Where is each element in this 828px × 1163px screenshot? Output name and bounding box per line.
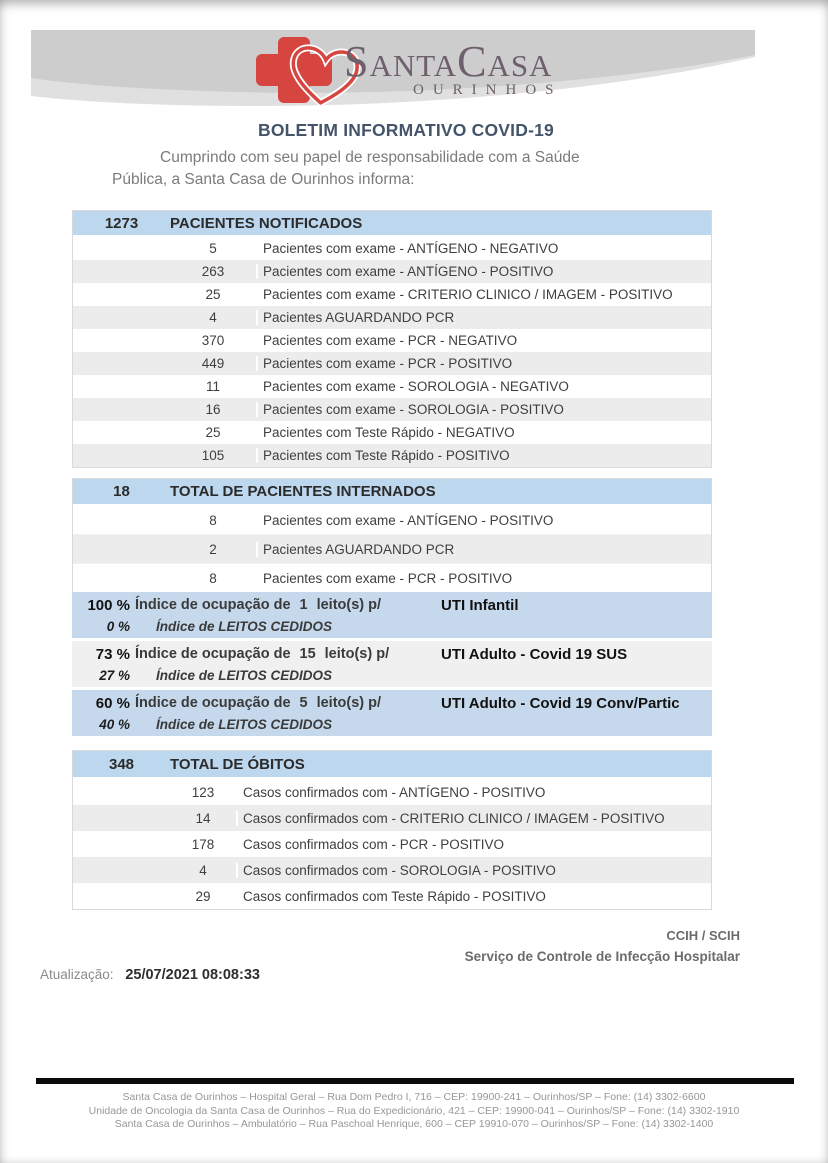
row-value: 4	[199, 862, 207, 878]
row-value: 178	[191, 836, 215, 852]
row-label: Casos confirmados com - SOROLOGIA - POSITIVO	[236, 863, 711, 878]
table-row	[73, 883, 711, 909]
ceded-label: Índice de LEITOS CEDIDOS	[156, 619, 333, 634]
table-row	[73, 283, 711, 306]
row-label: Pacientes com exame - PCR - NEGATIVO	[256, 333, 711, 348]
row-label: Casos confirmados com - ANTÍGENO - POSITIVO	[236, 785, 711, 800]
row-value: 105	[201, 448, 225, 463]
update-label: Atualização:	[40, 967, 114, 982]
logo-city-label: OURINHOS	[413, 82, 563, 98]
occupancy-row	[72, 641, 712, 687]
interned-header-row	[73, 479, 711, 506]
notified-table	[72, 210, 712, 468]
table-row	[73, 779, 711, 805]
row-value: 11	[205, 379, 220, 394]
table-row	[73, 857, 711, 883]
ceded-pct: 27 %	[99, 668, 130, 683]
update-value: 25/07/2021 08:08:33	[125, 967, 260, 983]
row-value: 5	[209, 241, 217, 256]
intro-line-2: Pública, a Santa Casa de Ourinhos informa:	[112, 171, 415, 188]
ceded-label: Índice de LEITOS CEDIDOS	[156, 717, 333, 732]
table-row	[73, 398, 711, 421]
occupancy-section	[72, 592, 712, 739]
signature-block	[465, 928, 740, 964]
occupied-pct: 100 %	[87, 596, 130, 614]
row-label: Casos confirmados com - CRITERIO CLINICO / IMAGEM - POSITIVO	[236, 811, 711, 826]
beds-count: 5	[299, 695, 308, 711]
table-row	[73, 306, 711, 329]
footer-addresses	[0, 1091, 828, 1132]
occupancy-label-prefix: Índice de ocupação de	[135, 695, 291, 711]
row-label: Casos confirmados com Teste Rápido - POSITIVO	[236, 889, 711, 904]
row-value: 25	[205, 425, 221, 440]
row-value: 8	[209, 570, 217, 586]
occupied-pct: 60 %	[95, 694, 130, 712]
occupancy-row	[72, 690, 712, 736]
table-row	[73, 352, 711, 375]
deaths-header-row	[73, 751, 711, 779]
ceded-label: Índice de LEITOS CEDIDOS	[156, 668, 333, 683]
occupancy-label-prefix: Índice de ocupação de	[135, 597, 291, 613]
beds-count: 1	[299, 597, 308, 613]
signature-unit: CCIH / SCIH	[666, 928, 740, 943]
table-row	[73, 260, 711, 283]
notified-title: PACIENTES NOTIFICADOS	[170, 214, 363, 232]
interned-total: 18	[113, 483, 130, 500]
ceded-pct: 0 %	[106, 619, 130, 634]
address-line: Santa Casa de Ourinhos – Hospital Geral – Rua Dom Pedro I, 716 – CEP: 19900-241 – Ourinhos/SP – Fone: (14) 3302-6600	[122, 1091, 706, 1103]
row-label: Pacientes com exame - PCR - POSITIVO	[256, 356, 711, 371]
row-value: 2	[209, 541, 217, 557]
table-row	[73, 831, 711, 857]
occupancy-label-prefix: Índice de ocupação de	[135, 646, 291, 662]
occupied-pct: 73 %	[95, 645, 130, 663]
row-value: 29	[195, 888, 211, 904]
update-line	[40, 967, 260, 983]
table-row	[73, 421, 711, 444]
occupancy-label-suffix: leito(s) p/	[324, 646, 390, 662]
table-row	[73, 444, 711, 467]
row-value: 449	[201, 356, 225, 371]
table-row	[73, 506, 711, 535]
row-label: Pacientes com exame - SOROLOGIA - NEGATIVO	[256, 379, 711, 394]
table-row	[73, 375, 711, 398]
footer-divider-bar	[36, 1078, 794, 1084]
row-value: 370	[201, 333, 225, 348]
deaths-table	[72, 750, 712, 910]
occupancy-label-suffix: leito(s) p/	[316, 597, 382, 613]
intro-line-1: Cumprindo com seu papel de responsabilidade com a Saúde	[160, 149, 580, 166]
ceded-pct: 40 %	[99, 717, 130, 732]
unit-name: UTI Adulto - Covid 19 Conv/Partic	[441, 694, 680, 712]
row-value: 263	[201, 264, 225, 279]
row-label: Casos confirmados com - PCR - POSITIVO	[236, 837, 711, 852]
row-value: 14	[195, 810, 211, 826]
row-value: 4	[209, 310, 217, 325]
row-label: Pacientes com exame - SOROLOGIA - POSITIVO	[256, 402, 711, 417]
row-label: Pacientes AGUARDANDO PCR	[256, 542, 711, 557]
beds-count: 15	[299, 646, 316, 662]
table-row	[73, 564, 711, 593]
row-value: 8	[209, 512, 217, 528]
notified-header-row	[73, 211, 711, 237]
address-line: Unidade de Oncologia da Santa Casa de Ourinhos – Rua do Expedicionário, 421 – CEP: 19900-041 – Ourinhos/SP – Fone: (14) 3302-1910	[88, 1104, 740, 1117]
unit-name: UTI Infantil	[441, 596, 519, 614]
row-label: Pacientes com exame - PCR - POSITIVO	[256, 571, 711, 586]
row-value: 25	[205, 287, 221, 302]
row-label: Pacientes com exame - CRITERIO CLINICO / IMAGEM - POSITIVO	[256, 287, 711, 302]
logo-wordmark: SantaCasa	[344, 37, 553, 86]
row-label: Pacientes com exame - ANTÍGENO - POSITIVO	[256, 264, 711, 279]
row-label: Pacientes AGUARDANDO PCR	[256, 310, 711, 325]
row-label: Pacientes com exame - ANTÍGENO - NEGATIVO	[256, 241, 711, 256]
interned-table	[72, 478, 712, 594]
occupancy-label-suffix: leito(s) p/	[316, 695, 382, 711]
bulletin-title: BOLETIM INFORMATIVO COVID-19	[258, 120, 554, 140]
unit-name: UTI Adulto - Covid 19 SUS	[441, 645, 628, 663]
row-label: Pacientes com Teste Rápido - NEGATIVO	[256, 425, 711, 440]
table-row	[73, 237, 711, 260]
table-row	[73, 535, 711, 564]
intro-paragraph	[112, 147, 678, 191]
table-row	[73, 805, 711, 831]
interned-title: TOTAL DE PACIENTES INTERNADOS	[170, 483, 436, 500]
deaths-total: 348	[108, 755, 135, 773]
signature-service: Serviço de Controle de Infecção Hospitalar	[464, 949, 740, 964]
deaths-title: TOTAL DE ÓBITOS	[170, 755, 305, 773]
address-line: Santa Casa de Ourinhos – Ambulatório – Rua Paschoal Henrique, 600 – CEP 19910-070 – Ourinhos/SP – Fone: (14) 3302-1400	[114, 1118, 714, 1130]
table-row	[73, 329, 711, 352]
row-label: Pacientes com Teste Rápido - POSITIVO	[256, 448, 711, 463]
row-label: Pacientes com exame - ANTÍGENO - POSITIVO	[256, 513, 711, 528]
notified-total: 1273	[104, 214, 139, 232]
row-value: 123	[191, 784, 215, 800]
occupancy-row	[72, 592, 712, 638]
row-value: 16	[205, 402, 221, 417]
